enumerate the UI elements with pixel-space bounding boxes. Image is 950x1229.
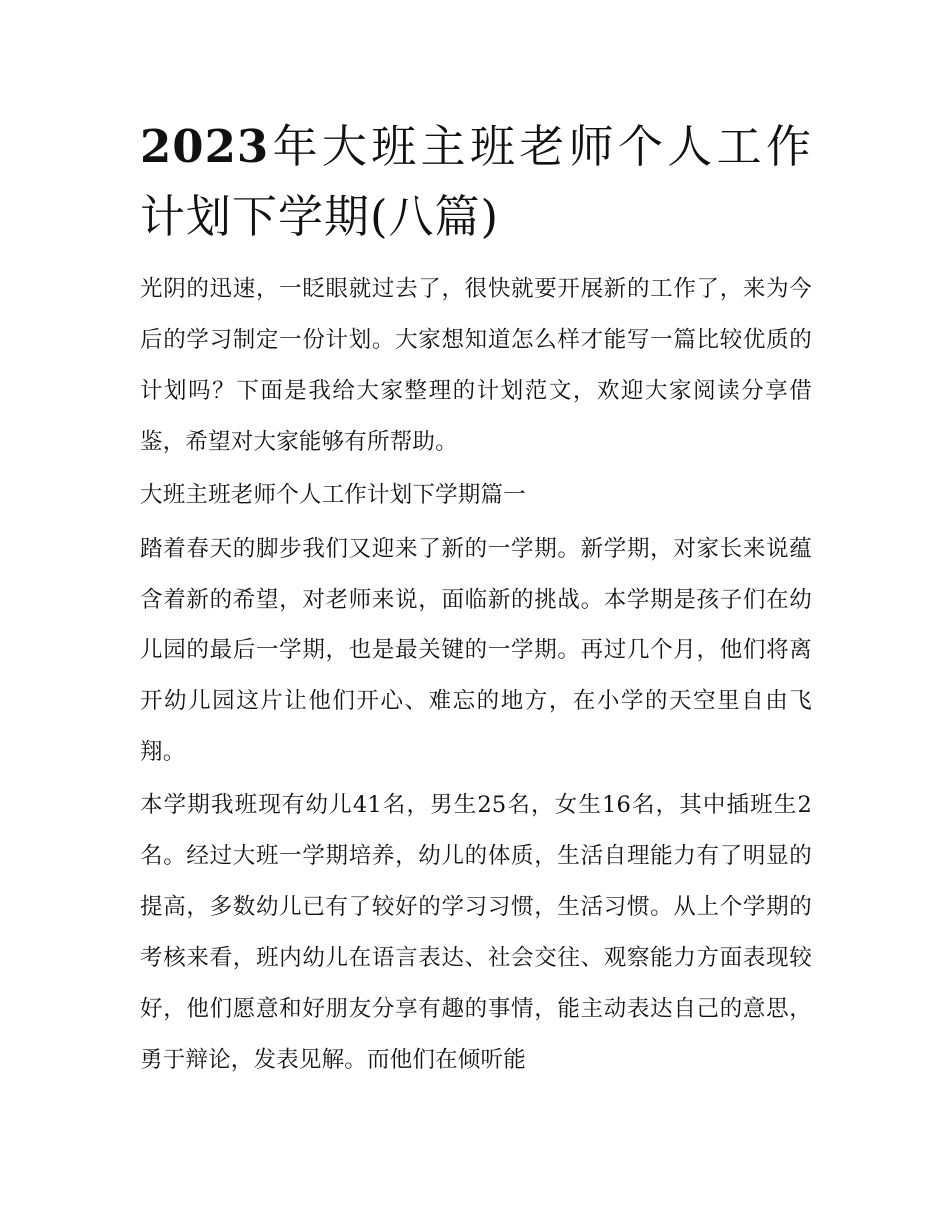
intro-paragraph: 光阴的迅速，一眨眼就过去了，很快就要开展新的工作了，来为今后的学习制定一份计划。大家想知道怎么样才能写一篇比较优质的计划吗？下面是我给大家整理的计划范文，欢迎大家阅读分享借鉴，希望对大家能够有所帮助。	[140, 276, 812, 455]
document-page	[140, 112, 812, 1086]
section-heading: 大班主班老师个人工作计划下学期篇一	[140, 481, 526, 508]
body-paragraph-2: 本学期我班现有幼儿41名，男生25名，女生16名，其中插班生2名。经过大班一学期培养，幼儿的体质，生活自理能力有了明显的提高，多数幼儿已有了较好的学习习惯，生活习惯。从上个学期的考核来看，班内幼儿在语言表达、社会交往、观察能力方面表现较好，他们愿意和好朋友分享有趣的事情，能主动表达自己的意思，勇于辩论，发表见解。而他们在倾听能	[140, 792, 812, 1073]
body-paragraph-1: 踏着春天的脚步我们又迎来了新的一学期。新学期，对家长来说蕴含着新的希望，对老师来说，面临新的挑战。本学期是孩子们在幼儿园的最后一学期，也是最关键的一学期。再过几个月，他们将离开幼儿园这片让他们开心、难忘的地方，在小学的天空里自由飞翔。	[140, 535, 812, 766]
document-title	[140, 112, 812, 252]
title-text: 年大班主班老师个人工作计划下学期(八篇)	[140, 120, 812, 243]
title-year: 2023	[140, 120, 270, 173]
